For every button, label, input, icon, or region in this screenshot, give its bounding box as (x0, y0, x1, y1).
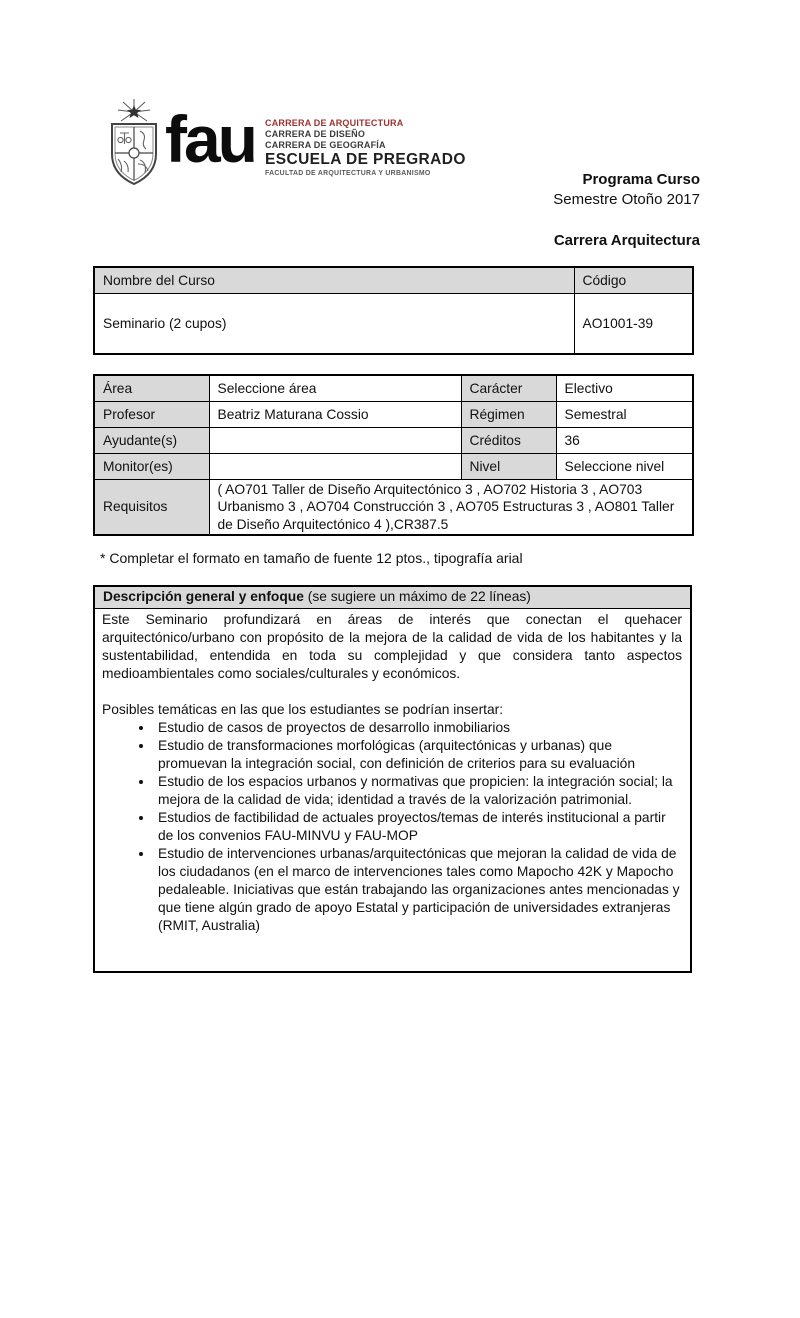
area-value: Seleccione área (209, 375, 461, 401)
fau-wordmark: fau (165, 102, 255, 176)
description-paragraph: Este Seminario profundizará en áreas de interés que conectan el quehacer arquitectónico/urbano con propósito de la mejora de la calidad de vida de los habitantes y la sustentabilidad, entendida en toda su complejidad y que considera tanto aspectos medioambientales como sociales/culturales y económicos. (102, 612, 682, 681)
blank-line (102, 683, 682, 701)
profesor-label: Profesor (94, 401, 209, 427)
monitor-label: Monitor(es) (94, 453, 209, 479)
course-code-value: AO1001-39 (574, 293, 693, 354)
logo-line-arquitectura: CARRERA DE ARQUITECTURA (265, 118, 404, 128)
regimen-value: Semestral (556, 401, 693, 427)
list-item: • Estudio de transformaciones morfológicas (arquitectónicas y urbanas) que promuevan la integración social, con definición de criterios para su evaluación (154, 737, 682, 773)
description-section (93, 585, 692, 973)
requisitos-label: Requisitos (94, 479, 209, 535)
description-header (95, 587, 690, 609)
document-header (553, 170, 700, 251)
course-name-header: Nombre del Curso (94, 267, 574, 293)
creditos-label: Créditos (461, 427, 556, 453)
description-header-hint: (se sugiere un máximo de 22 líneas) (303, 589, 531, 604)
nivel-label: Nivel (461, 453, 556, 479)
logo-line-diseno: CARRERA DE DISEÑO (265, 128, 366, 139)
logo-line-pregrado: ESCUELA DE PREGRADO (265, 150, 466, 168)
table-row (94, 401, 693, 427)
university-crest-icon (105, 98, 163, 188)
table-row (94, 375, 693, 401)
logo-line-facultad: FACULTAD DE ARQUITECTURA Y URBANISMO (265, 169, 431, 177)
table-row (94, 453, 693, 479)
creditos-value: 36 (556, 427, 693, 453)
table-row (94, 479, 693, 535)
profesor-value: Beatriz Maturana Cossio (209, 401, 461, 427)
career-title: Carrera Arquitectura (553, 231, 700, 249)
list-item: • Estudio de casos de proyectos de desarrollo inmobiliarios (154, 719, 682, 737)
ayudante-value (209, 427, 461, 453)
list-item: • Estudio de los espacios urbanos y normativas que propicien: la integración social; la mejora de la calidad de vida; identidad a través de la valorización patrimonial. (154, 773, 682, 809)
logo-text-lines (265, 118, 466, 178)
requisitos-value: ( AO701 Taller de Diseño Arquitectónico 3 , AO702 Historia 3 , AO703 Urbanismo 3 , AO704 Construcción 3 , AO705 Estructuras 3 , AO801 Taller de Diseño Arquitectónico 4 ),CR387.5 (209, 479, 693, 535)
semester-subtitle: Semestre Otoño 2017 (553, 190, 700, 208)
list-item: • Estudio de intervenciones urbanas/arquitectónicas que mejoran la calidad de vida de los ciudadanos (en el marco de intervenciones tales como Mapocho 42K y Mapocho pedaleable. Iniciativas que están trabajando las organizaciones antes mencionadas y que tiene algún grado de apoyo Estatal y participación de universidades extranjeras (RMIT, Australia) (154, 845, 682, 935)
logo-line-geografia: CARRERA DE GEOGRAFÍA (265, 139, 386, 150)
table-row (94, 427, 693, 453)
caracter-label: Carácter (461, 375, 556, 401)
nivel-value: Seleccione nivel (556, 453, 693, 479)
course-name-table (93, 266, 694, 355)
course-info-table (93, 374, 694, 536)
area-label: Área (94, 375, 209, 401)
course-code-header: Código (574, 267, 693, 293)
monitor-value (209, 453, 461, 479)
caracter-value: Electivo (556, 375, 693, 401)
fau-logo (105, 98, 466, 188)
description-body (95, 609, 690, 935)
description-header-title: Descripción general y enfoque (103, 589, 304, 604)
regimen-label: Régimen (461, 401, 556, 427)
ayudante-label: Ayudante(s) (94, 427, 209, 453)
course-name-value: Seminario (2 cupos) (94, 293, 574, 354)
list-item: • Estudios de factibilidad de actuales proyectos/temas de interés institucional a partir de los convenios FAU-MINVU y FAU-MOP (154, 809, 682, 845)
topics-list (102, 719, 682, 935)
topics-intro: Posibles temáticas en las que los estudiantes se podrían insertar: (102, 702, 504, 717)
format-note: * Completar el formato en tamaño de fuente 12 ptos., tipografía arial (100, 550, 523, 566)
page-title: Programa Curso (582, 171, 700, 188)
